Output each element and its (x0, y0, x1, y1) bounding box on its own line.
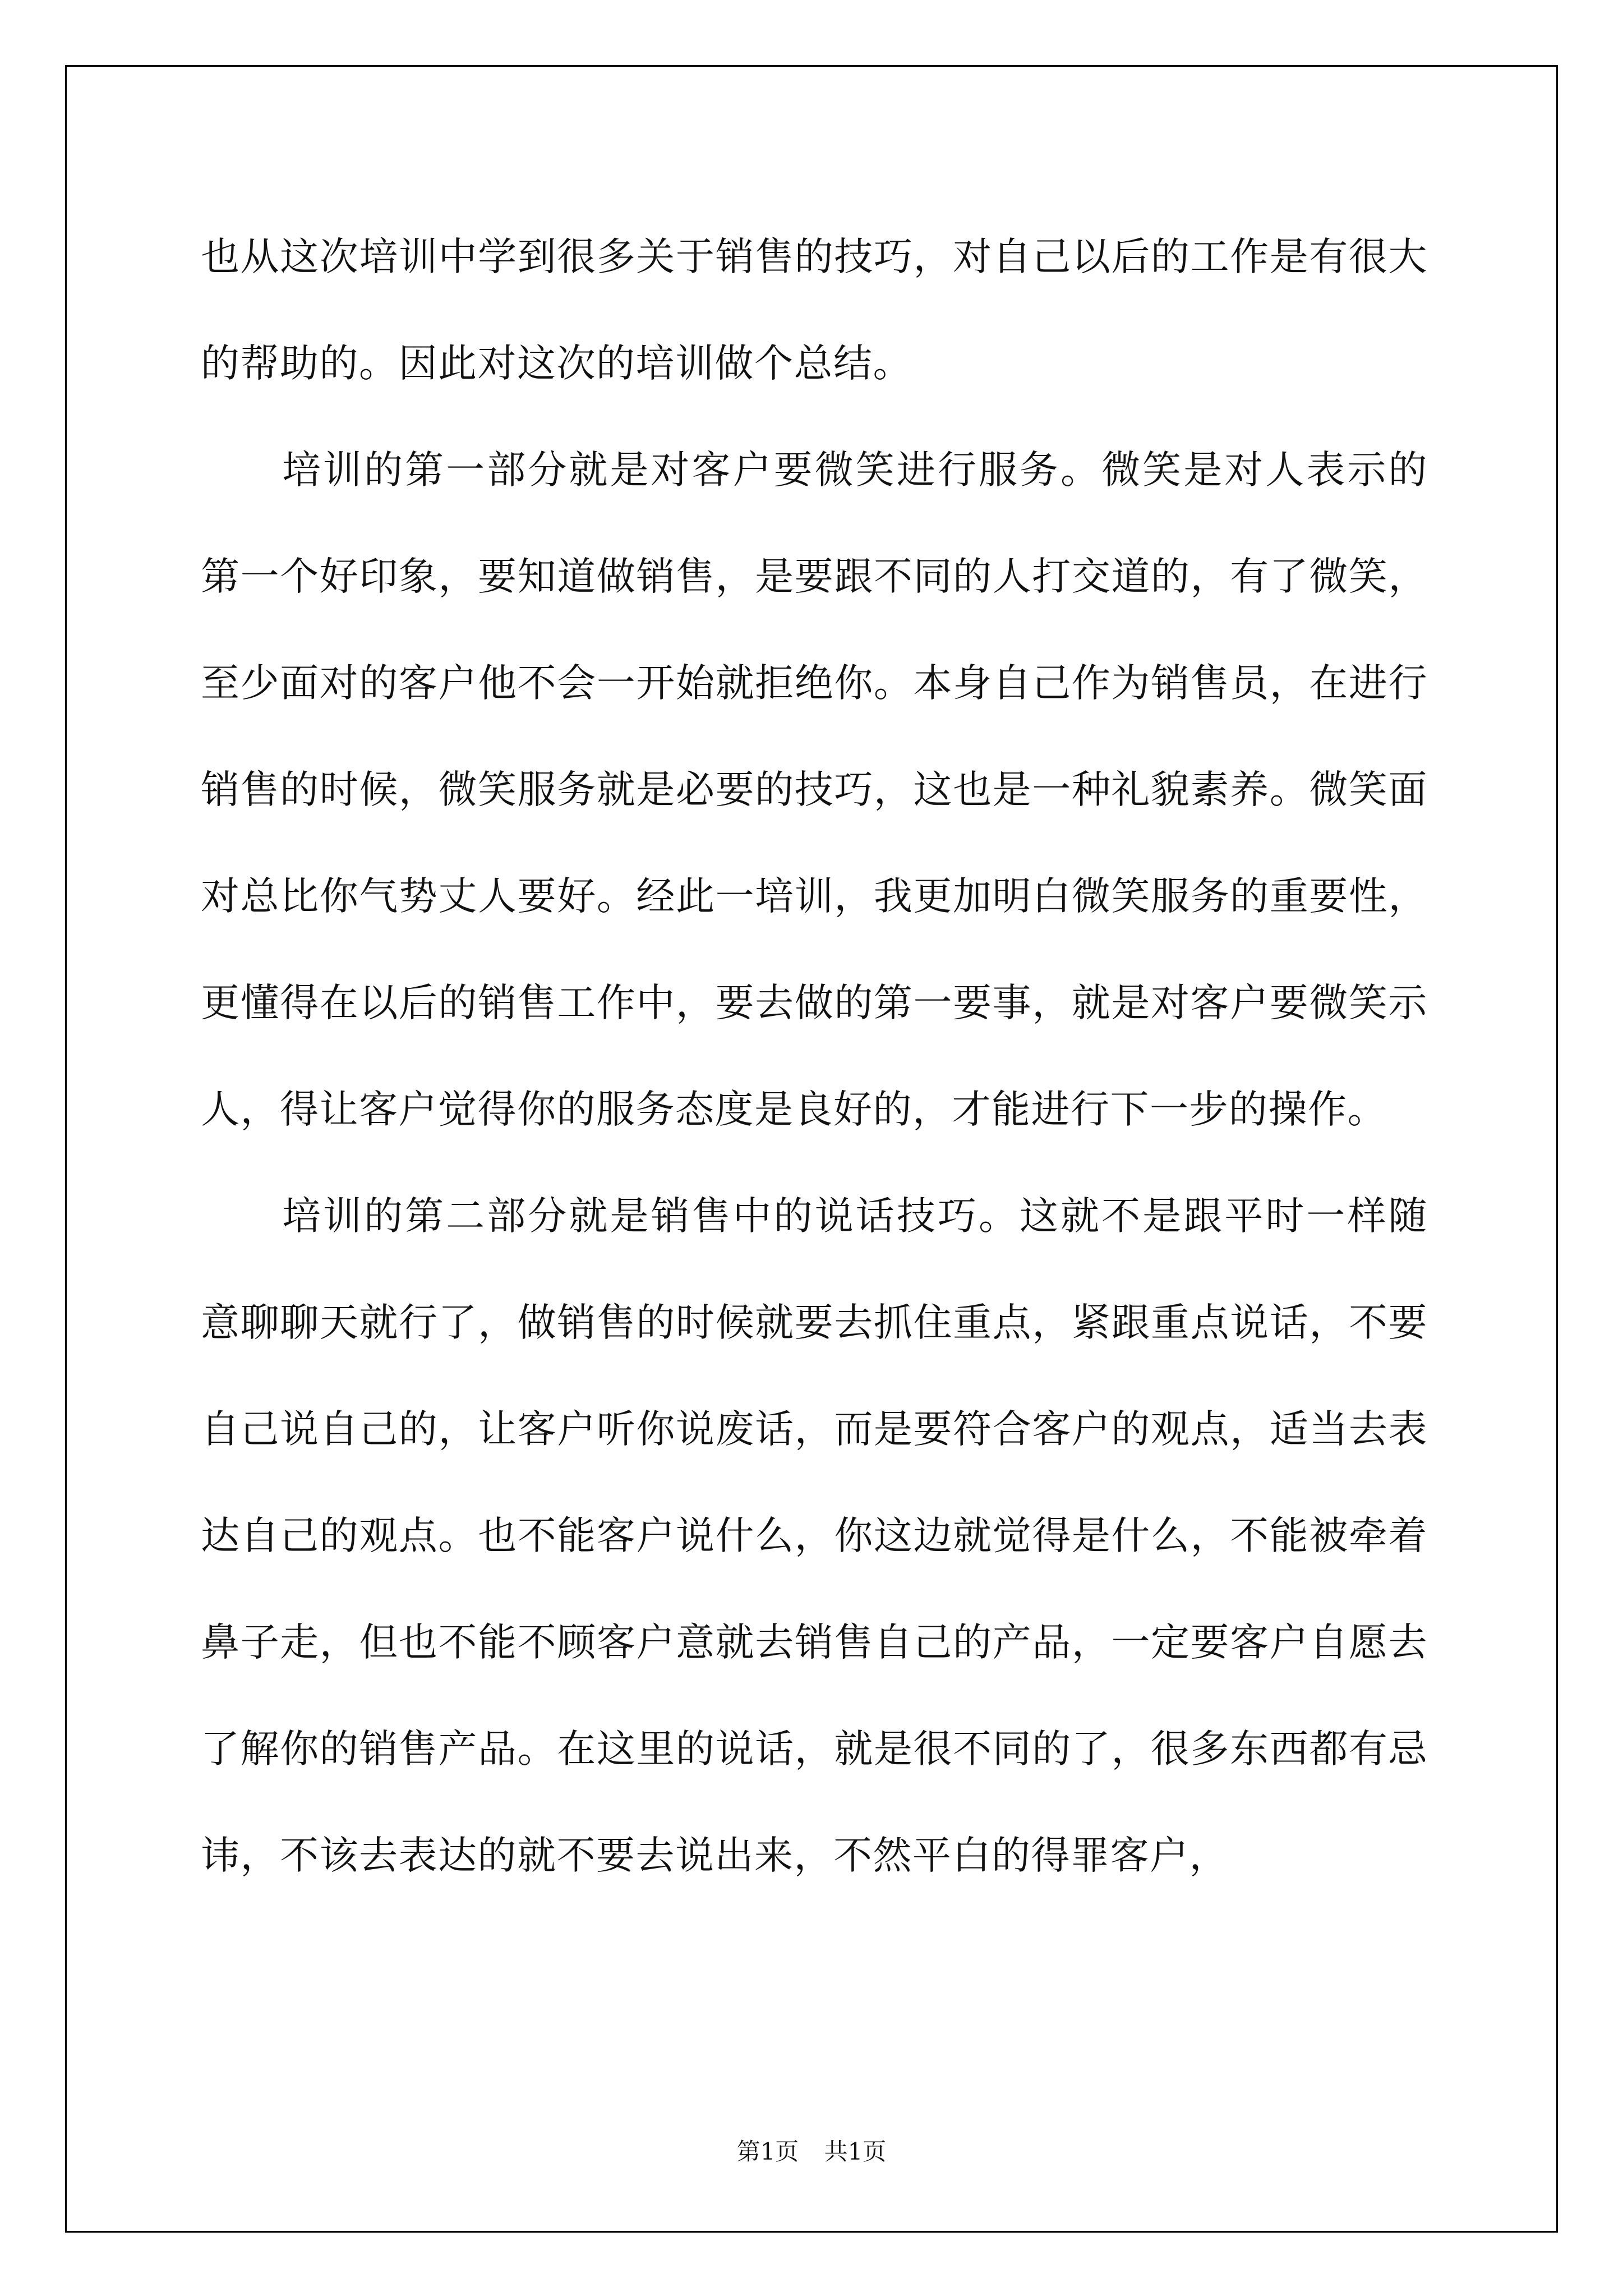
paragraph-1: 也从这次培训中学到很多关于销售的技巧，对自己以后的工作是有很大的帮助的。因此对这次的培训做个总结。 (201, 234, 1428, 386)
paragraph-2: 培训的第一部分就是对客户要微笑进行服务。微笑是对人表示的第一个好印象，要知道做销售，是要跟不同的人打交道的，有了微笑，至少面对的客户他不会一开始就拒绝你。本身自己作为销售员，在进行销售的时候，微笑服务就是必要的技巧，这也是一种礼貌素养。微笑面对总比你气势丈人要好。经此一培训，我更加明白微笑服务的重要性，更懂得在以后的销售工作中，要去做的第一要事，就是对客户要微笑示人，得让客户觉得你的服务态度是良好的，才能进行下一步的操作。 (201, 448, 1428, 1132)
paragraph-3: 培训的第二部分就是销售中的说话技巧。这就不是跟平时一样随意聊聊天就行了，做销售的时候就要去抓住重点，紧跟重点说话，不要自己说自己的，让客户听你说废话，而是要符合客户的观点，适当去表达自己的观点。也不能客户说什么，你这边就觉得是什么，不能被牵着鼻子走，但也不能不顾客户意就去销售自己的产品，一定要客户自愿去了解你的销售产品。在这里的说话，就是很不同的了，很多东西都有忌讳，不该去表达的就不要去说出来，不然平白的得罪客户， (201, 1194, 1428, 1878)
document-body (201, 204, 1428, 1909)
page-footer (0, 2133, 1623, 2167)
page-number-total: 共1页 (824, 2138, 887, 2165)
page-number-current: 第1页 (736, 2138, 799, 2165)
